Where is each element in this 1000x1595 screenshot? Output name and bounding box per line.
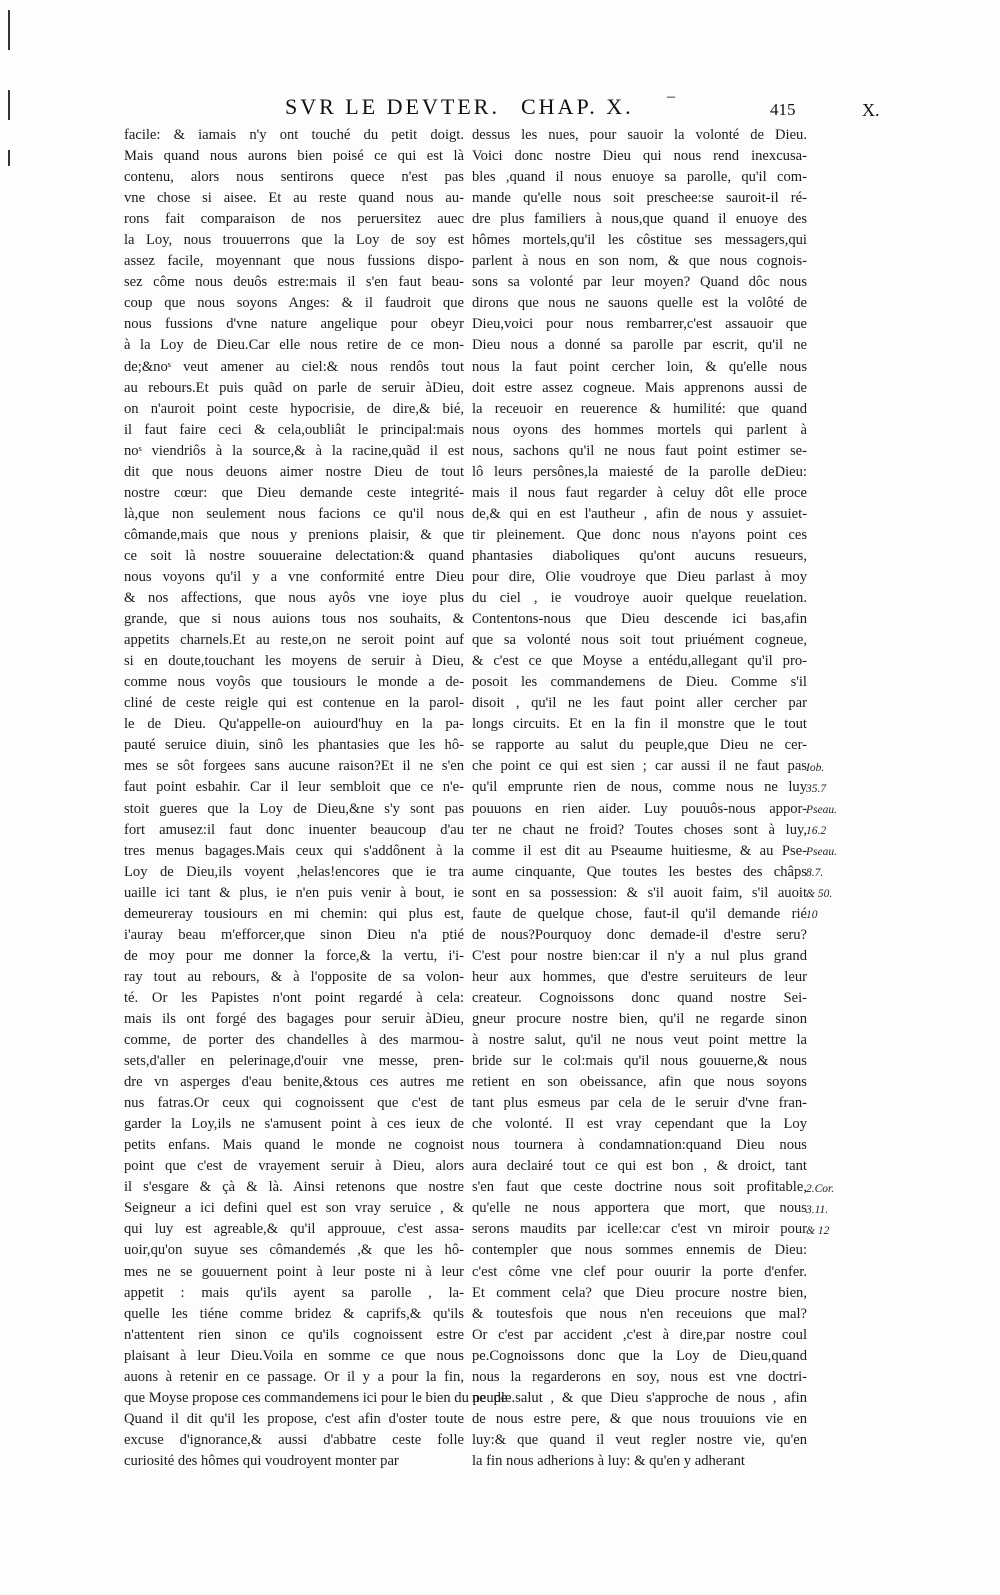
text-line: posoit les commandemens de Dieu. Comme s'il xyxy=(472,674,807,691)
text-line: faut point esbahir. Car il leur sembloit que ce n'e- xyxy=(124,779,464,796)
text-line: uaille ici tant & plus, ie n'en puis venir à bout, ie xyxy=(124,884,464,901)
text-line: Mais quand nous aurons bien poisé ce qui est là xyxy=(124,148,464,165)
left-margin-rule xyxy=(8,10,10,50)
text-column-left xyxy=(124,125,516,1472)
text-line: de nous?Pourquoy donc demade-il d'estre seru? xyxy=(472,926,807,943)
text-line: à la Loy de Dieu.Car elle nous retire de ce mon- xyxy=(124,337,464,354)
text-line: de;&noˢ veut amener au ciel:& nous rendôs tout xyxy=(124,358,464,375)
text-line: pauté seruice diuin, sinô les phantasies que les hô- xyxy=(124,737,464,754)
text-line: mande qu'elle nous soit preschee:se sauroit-il ré- xyxy=(472,190,807,207)
text-line: ray tout au rebours, & à l'opposite de sa volon- xyxy=(124,968,464,985)
text-line: mes se sôt forgees sans aucune raison?Et il ne s'en xyxy=(124,758,464,775)
text-line: nus fatras.Or ceux qui cognoissent que c'est de xyxy=(124,1095,464,1112)
text-line: luy:& que quand il veut regler nostre vie, qu'en xyxy=(472,1431,807,1448)
text-line: excuse d'ignorance,& aussi d'abbatre ceste folle xyxy=(124,1431,464,1448)
text-line: C'est pour nostre bien:car il n'y a nul plus grand xyxy=(472,947,807,964)
text-line: Dieu nous a donné sa parolle par escrit, qu'il ne xyxy=(472,337,807,354)
margin-note: 2.Cor. xyxy=(806,1182,835,1195)
text-line: là,que non seulement nous facions ce qu'il nous xyxy=(124,505,464,522)
text-line: de nous estre pere, & que nous trouuions vie en xyxy=(472,1410,807,1427)
text-line: dirons que nous ne sauons quelle est la volôté de xyxy=(472,295,807,312)
chapter-heading: CHAP. X. xyxy=(521,94,634,119)
margin-note: 16.2 xyxy=(806,824,827,837)
text-line: retient en son obeissance, afin que nous soyons xyxy=(472,1074,807,1091)
text-line: contenu, alors nous sentirons quece n'est pas xyxy=(124,169,464,186)
text-line: & nos affections, que nous ayôs vne ioye plus xyxy=(124,590,464,607)
text-line: dre plus familiers à nous,que quand il enuoye des xyxy=(472,211,807,228)
running-header xyxy=(285,88,815,124)
text-line: il faut faire ceci & cela,oubliât le principal:mais xyxy=(124,421,464,438)
left-margin-rule xyxy=(8,90,10,120)
text-line: ce soit là nostre souueraine delectation:& quand xyxy=(124,547,464,564)
text-line: la receuoir en reuerence & humilité: que quand xyxy=(472,400,807,417)
text-line: & c'est ce que Moyse a entédu,allegant qu'il pro- xyxy=(472,653,807,670)
text-line: pouuons en rien aider. Luy pouuôs-nous appor- xyxy=(472,800,807,817)
text-line: point que c'est de vrayement seruir à Dieu, alors xyxy=(124,1158,464,1175)
text-line: plaisant à leur Dieu.Voila en somme ce que nous xyxy=(124,1347,464,1364)
text-line: la fin nous adherions à luy: & qu'en y adherant xyxy=(472,1452,745,1469)
text-line: pour dire, Olie voudroye que Dieu parlast à moy xyxy=(472,568,807,585)
text-line: uoir,qu'on suyue ses cômandemés ,& que les hô- xyxy=(124,1242,464,1259)
text-line: Voici donc nostre Dieu qui nous rend inexcusa- xyxy=(472,148,807,165)
text-line: la Loy, nous trouuerrons que la Loy de soy est xyxy=(124,232,464,249)
text-line: on n'auroit point ceste hypocrisie, de dire,& bié, xyxy=(124,400,464,417)
text-line: heur aux hommes, que d'estre seruiteurs de leur xyxy=(472,968,807,985)
page-number: 415 xyxy=(770,100,796,119)
text-line: Loy de Dieu,ils voyent ,helas!encores que ie tra xyxy=(124,863,464,880)
text-line: i'auray beau m'efforcer,que sinon Dieu n'a ptié xyxy=(124,926,464,943)
text-line: aura declairé tout ce qui est bon , & droict, tant xyxy=(472,1158,807,1175)
text-line: cliné de ceste reigle qui est contenue en la parol- xyxy=(124,695,464,712)
text-line: il s'esgare & çà & là. Ainsi retenons que nostre xyxy=(124,1179,464,1196)
text-line: Seigneur a ici defini quel est son vray seruice , & xyxy=(124,1200,464,1217)
text-line: mes ne se gouuernent point à leur poste ni à leur xyxy=(124,1263,464,1280)
text-line: nous tournera à condamnation:quand Dieu nous xyxy=(472,1137,807,1154)
text-line: dre vn asperges d'eau benite,&tous ces autres me xyxy=(124,1074,464,1091)
text-line: facile: & iamais n'y ont touché du petit doigt. xyxy=(124,127,464,143)
text-line: tres menus bagages.Mais ceux qui s'addônent à la xyxy=(124,842,464,859)
running-title: SVR LE DEVTER. xyxy=(285,94,500,119)
text-line: comme, de porter des chandelles à des marmou- xyxy=(124,1032,464,1049)
text-line: qu'il emprunte rien de nous, comme nous ne luy xyxy=(472,779,807,796)
text-line: che point ce qui est sien ; car aussi il ne faut pas xyxy=(472,758,807,775)
text-line: demeureray tousiours en mi chemin: qui plus est, xyxy=(124,905,464,922)
text-line: auons à retenir en ce passage. Or il y a pour la fin, xyxy=(124,1368,464,1385)
text-line: ter ne chaut ne froid? Toutes choses sont à luy, xyxy=(472,821,807,838)
text-line: rons fait comparaison de nos peruersitez auec xyxy=(124,211,464,228)
text-line: doit estre assez cogneue. Mais apprenons aussi de xyxy=(472,379,807,396)
text-line: qu'elle ne nous apportera que mort, que nous xyxy=(472,1200,807,1217)
text-line: au rebours.Et puis quãd on parle de seruir àDieu, xyxy=(124,379,464,396)
text-line: tant plus esmeus par cela de le seruir d'vne fran- xyxy=(472,1095,807,1112)
text-line: ne de salut , & que Dieu s'approche de nous , afin xyxy=(472,1389,807,1406)
text-line: bles ,quand il nous enuoye sa parolle, qu'il com- xyxy=(472,169,807,186)
text-line: comme nous voyôs que tousiours le monde a de- xyxy=(124,674,464,691)
text-line: gneur procure nostre bien, qu'il ne regarde sinon xyxy=(472,1010,807,1027)
margin-note: 35.7 xyxy=(806,782,827,795)
margin-note: 8.7. xyxy=(806,866,824,879)
text-line: lô leurs persônes,la maiesté de la parolle deDieu: xyxy=(472,463,807,480)
text-line: disoit , qu'il ne les faut point aller cercher par xyxy=(472,695,807,712)
text-line: garder la Loy,ils ne s'amusent point à ces ieux de xyxy=(124,1116,464,1133)
text-line: nous la faut point cercher loin, & qu'elle nous xyxy=(472,358,807,375)
text-line: faute de quelque chose, faut-il qu'il demande rié xyxy=(472,905,807,922)
text-line: coup que nous soyons Anges: & il faudroit que xyxy=(124,295,464,312)
text-line: Et comment cela? que Dieu procure nostre bien, xyxy=(472,1284,807,1301)
text-line: contempler que nous sommes ennemis de Dieu: xyxy=(472,1242,807,1259)
text-line: serons maudits par icelle:car c'est vn miroir pour xyxy=(472,1221,807,1238)
text-line: nous oyons des hommes mortels qui parlent à xyxy=(472,421,807,438)
margin-note: 10 xyxy=(806,908,818,921)
text-line: bride sur le col:mais qu'il nous gouuerne,& nous xyxy=(472,1053,807,1070)
text-line: appetits charnels.Et au reste,on ne seroit point auf xyxy=(124,632,464,649)
text-line: que sa volonté nous soit tout priuément cogneue, xyxy=(472,632,807,649)
text-line: noˢ viendriôs à la source,& à la racine,quãd il est xyxy=(124,442,464,459)
text-line: se rapporte au salut du peuple,que Dieu ne cer- xyxy=(472,737,807,754)
text-line: Dieu,voici pour nous rembarrer,c'est assauoir que xyxy=(472,316,807,333)
margin-note: Pseau. xyxy=(806,845,837,858)
text-line: assez facile, moyennant que nous fussions dispo- xyxy=(124,253,464,270)
text-line: petits enfans. Mais quand le monde ne cognoist xyxy=(124,1137,464,1154)
text-line: vne chose si aisee. Et au reste quand nous au- xyxy=(124,190,464,207)
text-line: de,& qui en est l'autheur , afin de nous y assuiet- xyxy=(472,505,807,522)
text-line: té. Or les Papistes n'ont point regardé à cela: xyxy=(124,989,464,1006)
text-line: du ciel , ie voudroye auoir quelque reuelation. xyxy=(472,590,807,607)
text-line: stoit gueres que la Loy de Dieu,&ne s'y sont pas xyxy=(124,800,464,817)
text-line: sont en sa possession: & s'il auoit faim, s'il auoit xyxy=(472,884,807,901)
margin-note: & 50. xyxy=(806,887,833,900)
text-line: comme il est dit au Pseaume huitiesme, & au Pse- xyxy=(472,842,807,859)
text-line: s'en faut que ceste doctrine nous soit profitable, xyxy=(472,1179,807,1196)
text-line: pe.Cognoissons donc que la Loy de Dieu,quand xyxy=(472,1347,807,1364)
text-line: sets,d'aller en pelerinage,d'ouir vne messe, pren- xyxy=(124,1053,464,1070)
text-line: grande, que si nous auions tous nos souhaits, & xyxy=(124,611,464,628)
left-margin-rule xyxy=(8,150,10,166)
text-line: dessus les nues, pour sauoir la volonté de Dieu. xyxy=(472,127,807,143)
text-line: n'attentent rien sinon ce qu'ils cognoissent estre xyxy=(124,1326,464,1343)
text-line: Quand il dit qu'il les propose, c'est afin d'oster toute xyxy=(124,1410,464,1427)
text-line: sons sa volonté par leur moyen? Quand dôc nous xyxy=(472,274,807,291)
text-line: nous la regarderons en soy, nous est vne doctri- xyxy=(472,1368,807,1385)
text-line: nous, sachons qu'il ne nous faut point estimer se- xyxy=(472,442,807,459)
text-line: que Moyse propose ces commandemens ici pour le bien du peuple. xyxy=(124,1389,516,1406)
text-line: mais il nous faut regarder à celuy dôt elle proce xyxy=(472,484,807,501)
text-line: cômande,mais que nous y prenions plaisir, & que xyxy=(124,526,464,543)
text-line: longs circuits. Et en la fin il monstre que le tout xyxy=(472,716,807,733)
text-line: Contentons-nous que Dieu descende ici bas,afin xyxy=(472,611,807,628)
text-line: dit que nous deuons aimer nostre Dieu de tout xyxy=(124,463,464,480)
margin-note: Iob. xyxy=(806,761,825,774)
text-line: nous fussions d'vne nature angelique pour obeyr xyxy=(124,316,464,333)
text-line: che volonté. Il est vray cependant que la Loy xyxy=(472,1116,807,1133)
margin-note: & 12 xyxy=(806,1224,830,1237)
text-line: le de Dieu. Qu'appelle-on auiourd'huy en la pa- xyxy=(124,716,464,733)
text-line: aume cinquante, Que toutes les bestes des châps xyxy=(472,863,807,880)
text-line: quelle les tiéne comme bridez & caprifs,& qu'ils xyxy=(124,1305,464,1322)
text-line: curiosité des hômes qui voudroyent monter par xyxy=(124,1452,399,1469)
text-line: à nostre salut, qu'il ne nous veut point mettre la xyxy=(472,1032,807,1049)
text-line: fort amusez:il faut donc inuenter beaucoup d'au xyxy=(124,821,464,838)
text-line: phantasies diaboliques qu'ont aucuns resueurs, xyxy=(472,547,807,564)
text-line: sez côme nous deuôs estre:mais il s'en faut beau- xyxy=(124,274,464,291)
text-line: nostre cœur: que Dieu demande ceste integrité- xyxy=(124,484,464,501)
text-line: mais ils ont forgé des bagages pour seruir àDieu, xyxy=(124,1010,464,1027)
text-line: tir pleinement. Que donc nous n'ayons point ces xyxy=(472,526,807,543)
text-line: c'est côme vne clef pour ouurir la porte d'enfer. xyxy=(472,1263,807,1280)
text-line: & toutesfois que nous n'en receuions que mal? xyxy=(472,1305,807,1322)
text-line: de moy pour me donner la force,& la vertu, i'i- xyxy=(124,947,464,964)
text-line: appetit : mais qu'ils ayent sa parolle , la- xyxy=(124,1284,464,1301)
margin-note: 3.11. xyxy=(806,1203,829,1216)
corner-mark: X. xyxy=(862,100,880,120)
text-line: parlent à nous en son nom, & que nous cognois- xyxy=(472,253,807,270)
text-column-right xyxy=(472,125,807,1472)
text-line: qui luy est agreable,& qu'il approuue, c'est assa- xyxy=(124,1221,464,1238)
header-dash: – xyxy=(667,88,675,105)
text-line: hômes mortels,qu'il les côstitue ses messagers,qui xyxy=(472,232,807,249)
text-line: nous voyons qu'il y a vne conformité entre Dieu xyxy=(124,568,464,585)
text-line: createur. Cognoissons donc quand nostre Sei- xyxy=(472,989,807,1006)
text-line: Or c'est par accident ,c'est à dire,par nostre coul xyxy=(472,1326,807,1343)
margin-note: Pseau. xyxy=(806,803,837,816)
text-line: si en doute,touchant les moyens de seruir à Dieu, xyxy=(124,653,464,670)
